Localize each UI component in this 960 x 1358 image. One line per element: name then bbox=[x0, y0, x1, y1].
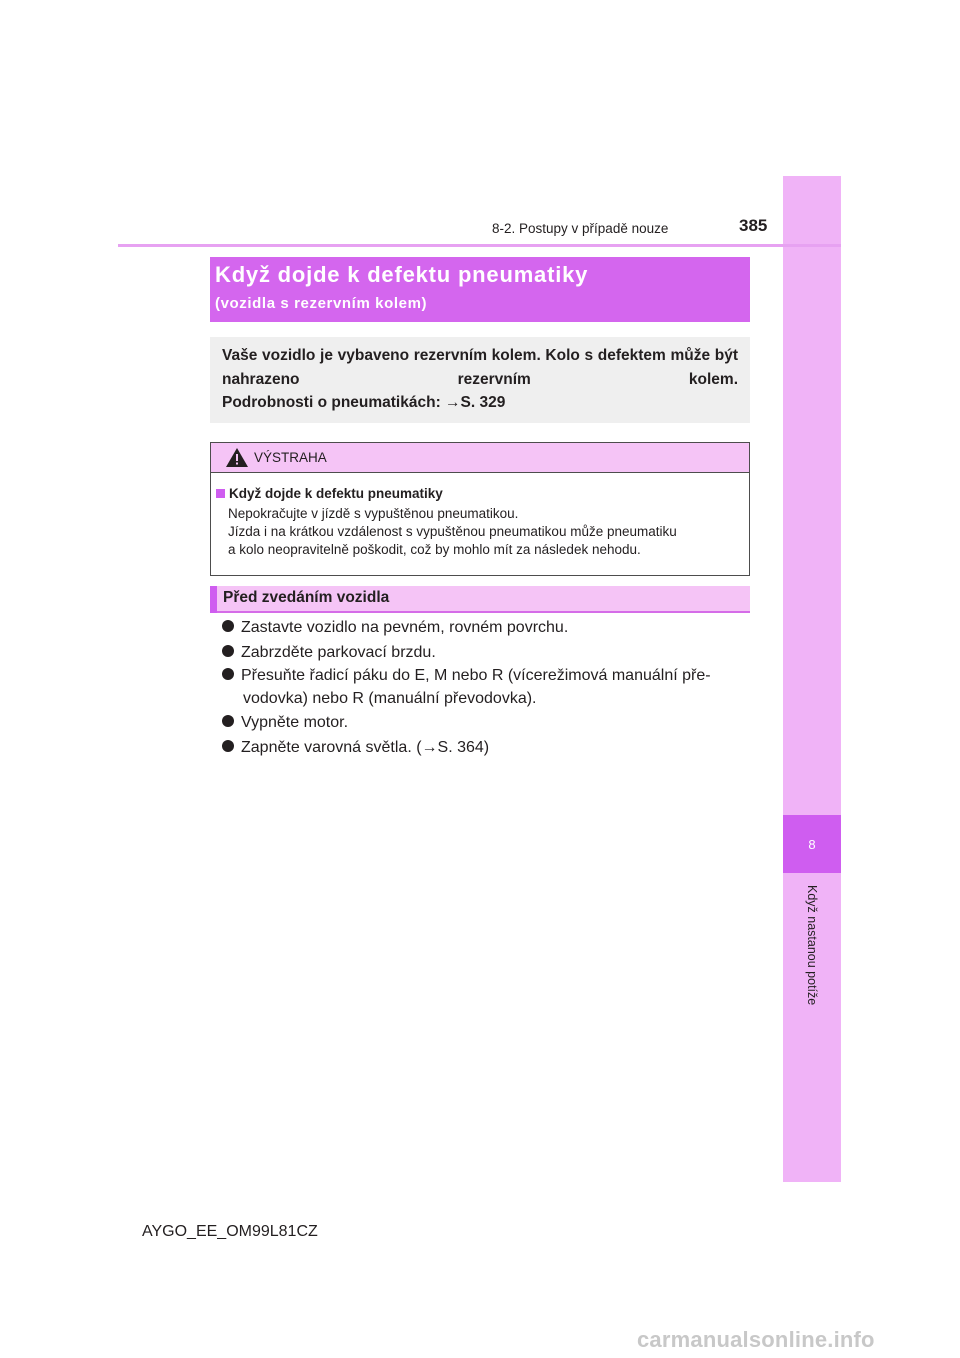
subsection-title: Před zvedáním vozidla bbox=[223, 589, 390, 606]
bullet-icon bbox=[222, 715, 234, 727]
header-section: 8-2. Postupy v případě nouze bbox=[492, 221, 669, 236]
bullet-icon bbox=[222, 740, 234, 752]
warning-label: VÝSTRAHA bbox=[254, 450, 327, 465]
step-item: Zastavte vozidlo na pevném, rovném povrchu. bbox=[222, 619, 568, 637]
intro-text: Vaše vozidlo je vybaveno rezervním kolem. Kolo s defektem může být nahrazeno rezervním kolem. bbox=[222, 347, 738, 388]
square-bullet-icon bbox=[216, 489, 225, 498]
subsection-header bbox=[210, 586, 750, 613]
title-banner bbox=[210, 257, 750, 322]
bullet-icon bbox=[222, 620, 234, 632]
document-code: AYGO_EE_OM99L81CZ bbox=[142, 1223, 318, 1240]
header-divider bbox=[118, 244, 841, 247]
warning-line: Jízda i na krátkou vzdálenost s vypuštěnou pneumatikou může pneumatiku bbox=[228, 524, 677, 539]
intro-reference: Podrobnosti o pneumatikách: →S. 329 bbox=[222, 394, 506, 411]
step-item: Zabrzděte parkovací brzdu. bbox=[222, 644, 436, 662]
step-item: Vypněte motor. bbox=[222, 714, 348, 732]
bullet-icon bbox=[222, 645, 234, 657]
warning-line: a kolo neopravitelně poškodit, což by mohlo mít za následek nehodu. bbox=[228, 542, 641, 557]
watermark: carmanualsonline.info bbox=[637, 1327, 875, 1352]
step-item: Zapněte varovná světla. (→S. 364) bbox=[222, 739, 489, 757]
warning-line: Nepokračujte v jízdě s vypuštěnou pneumatikou. bbox=[228, 506, 519, 521]
warning-header bbox=[211, 443, 749, 473]
warning-title: Když dojde k defektu pneumatiky bbox=[216, 486, 443, 501]
warning-box bbox=[210, 442, 750, 576]
bullet-icon bbox=[222, 668, 234, 680]
page-subtitle: (vozidla s rezervním kolem) bbox=[215, 295, 428, 312]
warning-triangle-icon bbox=[226, 448, 248, 467]
step-item-continuation: vodovka) nebo R (manuální převodovka). bbox=[243, 690, 537, 707]
subsection-bar bbox=[210, 586, 217, 613]
step-item: Přesuňte řadicí páku do E, M nebo R (vícerežimová manuální pře- bbox=[222, 667, 711, 685]
chapter-tab-number: 8 bbox=[783, 815, 841, 873]
side-tab bbox=[783, 176, 841, 1182]
page-title: Když dojde k defektu pneumatiky bbox=[215, 262, 589, 287]
page-number: 385 bbox=[739, 216, 768, 235]
chapter-title: Když nastanou potíže bbox=[805, 885, 819, 1006]
intro-box bbox=[210, 337, 750, 423]
